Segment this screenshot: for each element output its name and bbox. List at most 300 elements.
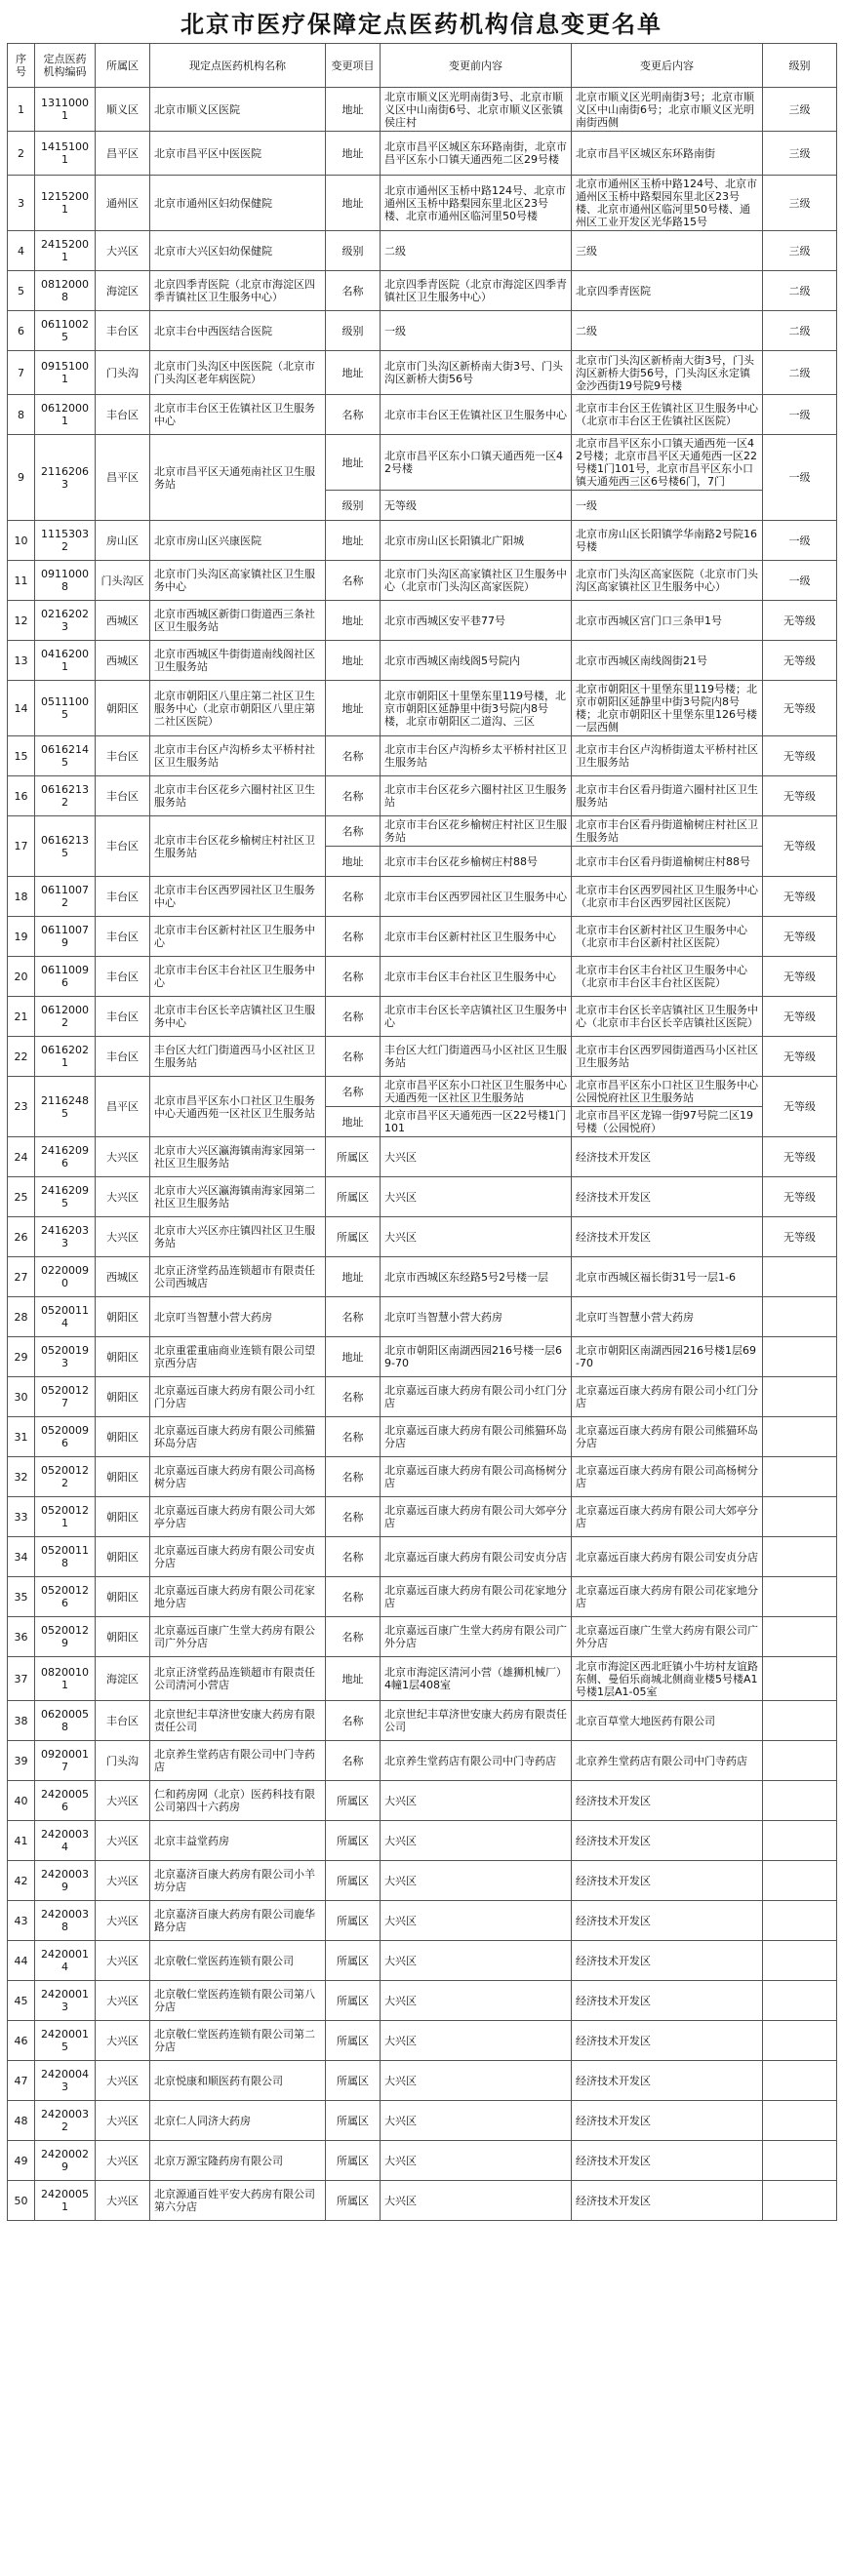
change-item: 所属区	[326, 1217, 381, 1257]
level: 三级	[763, 231, 837, 271]
content-after: 北京市丰台区西罗园社区卫生服务中心（北京市丰台区西罗园社区医院）	[572, 877, 763, 917]
content-after: 北京市海淀区西北旺镇小牛坊村友谊路东侧、曼佰乐商城北侧商业楼5号楼A1号楼1层A1-05室	[572, 1657, 763, 1701]
content-before: 大兴区	[381, 2101, 572, 2141]
level	[763, 1457, 837, 1497]
institution-code: 05200127	[35, 1377, 96, 1417]
district: 丰台区	[96, 877, 150, 917]
district: 西城区	[96, 601, 150, 641]
table-row	[8, 1861, 837, 1901]
institution-name: 北京四季青医院（北京市海淀区四季青镇社区卫生服务中心）	[150, 271, 326, 311]
institution-name: 北京嘉远百康大药房有限公司安贞分店	[150, 1537, 326, 1577]
change-item: 所属区	[326, 1137, 381, 1177]
district: 门头沟	[96, 351, 150, 395]
content-before: 北京市西城区东经路5号2号楼一层	[381, 1257, 572, 1297]
table-row	[8, 231, 837, 271]
institution-name: 北京敬仁堂医药连锁有限公司第二分店	[150, 2021, 326, 2061]
institution-name: 北京嘉远百康大药房有限公司小红门分店	[150, 1377, 326, 1417]
level: 一级	[763, 561, 837, 601]
content-after: 经济技术开发区	[572, 1821, 763, 1861]
change-item: 名称	[326, 997, 381, 1037]
change-item: 名称	[326, 1617, 381, 1657]
row-number: 39	[8, 1741, 35, 1781]
district: 门头沟区	[96, 561, 150, 601]
level	[763, 1617, 837, 1657]
row-number: 24	[8, 1137, 35, 1177]
institution-code: 12152001	[35, 176, 96, 231]
content-before: 北京市丰台区丰台社区卫生服务中心	[381, 957, 572, 997]
content-after: 北京市西城区南线阁街21号	[572, 641, 763, 681]
institution-name: 北京市丰台区王佐镇社区卫生服务中心	[150, 395, 326, 435]
institution-name: 北京嘉远百康大药房有限公司高杨树分店	[150, 1457, 326, 1497]
level	[763, 1981, 837, 2021]
district: 大兴区	[96, 2141, 150, 2181]
district: 昌平区	[96, 435, 150, 521]
level: 无等级	[763, 957, 837, 997]
row-number: 44	[8, 1941, 35, 1981]
table-row	[8, 435, 837, 491]
content-after: 经济技术开发区	[572, 1217, 763, 1257]
content-after: 北京市丰台区西罗园街道西马小区社区卫生服务站	[572, 1037, 763, 1077]
content-before: 北京市丰台区卢沟桥乡太平桥村社区卫生服务站	[381, 736, 572, 776]
institution-code: 06162021	[35, 1037, 96, 1077]
content-after: 经济技术开发区	[572, 1981, 763, 2021]
district: 丰台区	[96, 917, 150, 957]
institution-name: 北京市丰台区新村社区卫生服务中心	[150, 917, 326, 957]
level: 无等级	[763, 917, 837, 957]
row-number: 42	[8, 1861, 35, 1901]
content-after: 北京嘉远百康大药房有限公司熊猫环岛分店	[572, 1417, 763, 1457]
content-after: 北京市丰台区卢沟桥街道太平桥村社区卫生服务站	[572, 736, 763, 776]
table-header-row	[8, 44, 837, 88]
change-item: 名称	[326, 1297, 381, 1337]
content-after: 北京市朝阳区十里堡东里119号楼；北京市朝阳区延静里中街3号院内8号楼；北京市朝阳区十里堡东里126号楼一层西侧	[572, 681, 763, 736]
content-before: 北京市丰台区花乡榆树庄村88号	[381, 847, 572, 877]
level: 无等级	[763, 1077, 837, 1137]
change-item: 所属区	[326, 1821, 381, 1861]
content-before: 无等级	[381, 491, 572, 521]
institution-code: 24162096	[35, 1137, 96, 1177]
row-number: 48	[8, 2101, 35, 2141]
row-number: 38	[8, 1701, 35, 1741]
content-after: 经济技术开发区	[572, 2101, 763, 2141]
table-row	[8, 1417, 837, 1457]
table-row	[8, 1901, 837, 1941]
institution-name: 北京仁人同济大药房	[150, 2101, 326, 2141]
row-number: 10	[8, 521, 35, 561]
content-before: 北京嘉远百康大药房有限公司熊猫环岛分店	[381, 1417, 572, 1457]
institution-name: 北京市通州区妇幼保健院	[150, 176, 326, 231]
institution-code: 05200114	[35, 1297, 96, 1337]
change-table	[7, 43, 837, 2221]
change-item: 所属区	[326, 1901, 381, 1941]
header-after: 变更后内容	[572, 44, 763, 88]
header-name: 现定点医药机构名称	[150, 44, 326, 88]
institution-code: 05200122	[35, 1457, 96, 1497]
level: 无等级	[763, 816, 837, 877]
content-after: 经济技术开发区	[572, 2021, 763, 2061]
district: 通州区	[96, 176, 150, 231]
district: 大兴区	[96, 1941, 150, 1981]
institution-name: 北京嘉远百康大药房有限公司熊猫环岛分店	[150, 1417, 326, 1457]
table-row	[8, 1337, 837, 1377]
change-item: 级别	[326, 231, 381, 271]
district: 丰台区	[96, 395, 150, 435]
content-before: 北京市朝阳区南湖西园216号楼一层69-70	[381, 1337, 572, 1377]
institution-name: 北京市丰台区花乡榆树庄村社区卫生服务站	[150, 816, 326, 877]
district: 朝阳区	[96, 1377, 150, 1417]
row-number: 22	[8, 1037, 35, 1077]
level	[763, 1941, 837, 1981]
institution-code: 24162033	[35, 1217, 96, 1257]
content-before: 北京市丰台区长辛店镇社区卫生服务中心	[381, 997, 572, 1037]
table-row	[8, 2141, 837, 2181]
content-before: 北京市丰台区花乡榆树庄村社区卫生服务站	[381, 816, 572, 847]
change-item: 所属区	[326, 2141, 381, 2181]
institution-code: 05200126	[35, 1577, 96, 1617]
content-before: 北京市昌平区东小口社区卫生服务中心天通西苑一区社区卫生服务站	[381, 1077, 572, 1107]
institution-name: 北京正济堂药品连锁超市有限责任公司清河小营店	[150, 1657, 326, 1701]
district: 大兴区	[96, 2061, 150, 2101]
level: 无等级	[763, 1137, 837, 1177]
table-row	[8, 176, 837, 231]
row-number: 45	[8, 1981, 35, 2021]
content-after: 北京市丰台区看丹街道六圈村社区卫生服务站	[572, 776, 763, 816]
institution-name: 北京市丰台区西罗园社区卫生服务中心	[150, 877, 326, 917]
content-before: 北京市顺义区光明南街3号、北京市顺义区中山南街6号、北京市顺义区张镇侯庄村	[381, 88, 572, 132]
level: 二级	[763, 271, 837, 311]
row-number: 16	[8, 776, 35, 816]
content-after: 北京嘉远百康大药房有限公司花家地分店	[572, 1577, 763, 1617]
header-code: 定点医药机构编码	[35, 44, 96, 88]
table-row	[8, 2181, 837, 2221]
institution-name: 北京市丰台区花乡六圈村社区卫生服务站	[150, 776, 326, 816]
row-number: 23	[8, 1077, 35, 1137]
district: 门头沟	[96, 1741, 150, 1781]
district: 大兴区	[96, 1861, 150, 1901]
level	[763, 1821, 837, 1861]
district: 丰台区	[96, 957, 150, 997]
district: 丰台区	[96, 776, 150, 816]
institution-code: 06120002	[35, 997, 96, 1037]
institution-code: 24200043	[35, 2061, 96, 2101]
content-after: 北京市门头沟区新桥南大街3号，门头沟区新桥大街56号，门头沟区永定镇金沙西街19号院9号楼	[572, 351, 763, 395]
row-number: 6	[8, 311, 35, 351]
table-row	[8, 1617, 837, 1657]
content-after: 一级	[572, 491, 763, 521]
row-number: 49	[8, 2141, 35, 2181]
content-after: 经济技术开发区	[572, 1941, 763, 1981]
level: 二级	[763, 311, 837, 351]
table-row	[8, 1457, 837, 1497]
level	[763, 1497, 837, 1537]
row-number: 33	[8, 1497, 35, 1537]
table-row	[8, 1821, 837, 1861]
level: 一级	[763, 435, 837, 521]
table-row	[8, 1257, 837, 1297]
row-number: 47	[8, 2061, 35, 2101]
change-item: 所属区	[326, 2021, 381, 2061]
level	[763, 1577, 837, 1617]
content-after: 北京市门头沟区高家医院（北京市门头沟区高家镇社区卫生服务中心）	[572, 561, 763, 601]
institution-name: 北京重霍重庙商业连锁有限公司望京西分店	[150, 1337, 326, 1377]
change-item: 名称	[326, 271, 381, 311]
row-number: 34	[8, 1537, 35, 1577]
row-number: 43	[8, 1901, 35, 1941]
change-item: 名称	[326, 957, 381, 997]
institution-name: 北京悦康和顺医药有限公司	[150, 2061, 326, 2101]
institution-code: 21162063	[35, 435, 96, 521]
row-number: 25	[8, 1177, 35, 1217]
content-before: 北京养生堂药店有限公司中门寺药店	[381, 1741, 572, 1781]
table-row	[8, 1077, 837, 1107]
table-row	[8, 641, 837, 681]
table-row	[8, 561, 837, 601]
institution-name: 北京丰台中西医结合医院	[150, 311, 326, 351]
institution-name: 北京养生堂药店有限公司中门寺药店	[150, 1741, 326, 1781]
change-item: 名称	[326, 1037, 381, 1077]
content-before: 大兴区	[381, 1861, 572, 1901]
change-item: 地址	[326, 435, 381, 491]
change-item: 地址	[326, 681, 381, 736]
content-after: 北京市昌平区东小口镇天通西苑一区42号楼；北京市昌平区天通苑西一区22号楼1门101号，北京市昌平区东小口镇天通苑西三区6号楼6门，7门	[572, 435, 763, 491]
district: 昌平区	[96, 1077, 150, 1137]
change-item: 名称	[326, 1417, 381, 1457]
institution-name: 北京市大兴区妇幼保健院	[150, 231, 326, 271]
row-number: 40	[8, 1781, 35, 1821]
district: 大兴区	[96, 231, 150, 271]
content-before: 大兴区	[381, 1781, 572, 1821]
institution-code: 09200017	[35, 1741, 96, 1781]
row-number: 19	[8, 917, 35, 957]
change-item: 名称	[326, 395, 381, 435]
level: 三级	[763, 176, 837, 231]
row-number: 14	[8, 681, 35, 736]
content-before: 北京市海淀区清河小营（雄狮机械厂）4幢1层408室	[381, 1657, 572, 1701]
row-number: 3	[8, 176, 35, 231]
level	[763, 1377, 837, 1417]
institution-name: 北京市西城区牛街街道南线阁社区卫生服务站	[150, 641, 326, 681]
row-number: 46	[8, 2021, 35, 2061]
institution-code: 14151001	[35, 132, 96, 176]
change-item: 地址	[326, 176, 381, 231]
content-before: 北京市朝阳区十里堡东里119号楼，北京市朝阳区延静里中街3号院内8号楼，北京市朝阳区二道沟、三区	[381, 681, 572, 736]
content-after: 北京市丰台区丰台社区卫生服务中心（北京市丰台区丰台社区医院）	[572, 957, 763, 997]
institution-code: 06110025	[35, 311, 96, 351]
institution-name: 北京万源宝隆药房有限公司	[150, 2141, 326, 2181]
change-item: 名称	[326, 917, 381, 957]
institution-code: 05200118	[35, 1537, 96, 1577]
change-item: 名称	[326, 561, 381, 601]
level	[763, 1417, 837, 1457]
row-number: 1	[8, 88, 35, 132]
row-number: 26	[8, 1217, 35, 1257]
change-item: 名称	[326, 736, 381, 776]
institution-name: 北京市顺义区医院	[150, 88, 326, 132]
document-title: 北京市医疗保障定点医药机构信息变更名单	[181, 10, 662, 38]
content-before: 北京市丰台区花乡六圈村社区卫生服务站	[381, 776, 572, 816]
table-row	[8, 1497, 837, 1537]
change-item: 名称	[326, 1577, 381, 1617]
institution-code: 24200034	[35, 1821, 96, 1861]
institution-code: 06110072	[35, 877, 96, 917]
institution-name: 北京丰益堂药房	[150, 1821, 326, 1861]
institution-code: 05200129	[35, 1617, 96, 1657]
change-item: 所属区	[326, 1177, 381, 1217]
row-number: 29	[8, 1337, 35, 1377]
district: 大兴区	[96, 2021, 150, 2061]
content-before: 北京市昌平区城区东环路南街，北京市昌平区东小口镇天通西苑二区29号楼	[381, 132, 572, 176]
table-row	[8, 736, 837, 776]
change-item: 所属区	[326, 1941, 381, 1981]
change-item: 地址	[326, 88, 381, 132]
district: 大兴区	[96, 1177, 150, 1217]
table-row	[8, 816, 837, 847]
institution-name: 北京嘉济百康大药房有限公司鹿华路分店	[150, 1901, 326, 1941]
district: 房山区	[96, 521, 150, 561]
content-after: 北京市西城区福长街31号一层1-6	[572, 1257, 763, 1297]
level	[763, 1861, 837, 1901]
district: 大兴区	[96, 1901, 150, 1941]
change-item: 名称	[326, 1497, 381, 1537]
change-item: 地址	[326, 601, 381, 641]
table-row	[8, 1981, 837, 2021]
content-after: 北京市昌平区龙锦一街97号院二区19号楼（公园悦府）	[572, 1107, 763, 1137]
table-row	[8, 917, 837, 957]
content-after: 北京市昌平区城区东环路南街	[572, 132, 763, 176]
content-before: 北京市丰台区王佐镇社区卫生服务中心	[381, 395, 572, 435]
institution-name: 北京正济堂药品连锁超市有限责任公司西城店	[150, 1257, 326, 1297]
district: 西城区	[96, 1257, 150, 1297]
institution-code: 13110001	[35, 88, 96, 132]
district: 朝阳区	[96, 1417, 150, 1457]
content-after: 经济技术开发区	[572, 2061, 763, 2101]
change-item: 名称	[326, 816, 381, 847]
table-row	[8, 351, 837, 395]
level	[763, 1657, 837, 1701]
content-before: 大兴区	[381, 2061, 572, 2101]
table-row	[8, 681, 837, 736]
table-row	[8, 1741, 837, 1781]
district: 大兴区	[96, 1137, 150, 1177]
table-row	[8, 2101, 837, 2141]
row-number: 20	[8, 957, 35, 997]
institution-code: 02162023	[35, 601, 96, 641]
institution-code: 24200039	[35, 1861, 96, 1901]
row-number: 28	[8, 1297, 35, 1337]
table-row	[8, 1377, 837, 1417]
institution-name: 北京市昌平区中医医院	[150, 132, 326, 176]
table-row	[8, 1941, 837, 1981]
content-after: 北京市房山区长阳镇学华南路2号院16号楼	[572, 521, 763, 561]
table-row	[8, 2061, 837, 2101]
institution-code: 11153032	[35, 521, 96, 561]
institution-code: 24200051	[35, 2181, 96, 2221]
district: 丰台区	[96, 997, 150, 1037]
table-row	[8, 1177, 837, 1217]
content-after: 北京百草堂大地医药有限公司	[572, 1701, 763, 1741]
content-before: 一级	[381, 311, 572, 351]
district: 大兴区	[96, 2101, 150, 2141]
table-row	[8, 395, 837, 435]
content-before: 大兴区	[381, 2181, 572, 2221]
content-before: 北京市房山区长阳镇北广阳城	[381, 521, 572, 561]
content-before: 北京嘉远百康大药房有限公司小红门分店	[381, 1377, 572, 1417]
change-item: 名称	[326, 1457, 381, 1497]
table-row	[8, 1217, 837, 1257]
table-row	[8, 271, 837, 311]
institution-code: 24200013	[35, 1981, 96, 2021]
row-number: 17	[8, 816, 35, 877]
level: 无等级	[763, 1037, 837, 1077]
content-before: 北京市丰台区新村社区卫生服务中心	[381, 917, 572, 957]
content-before: 北京市门头沟区新桥南大街3号、门头沟区新桥大街56号	[381, 351, 572, 395]
content-after: 北京嘉远百康大药房有限公司高杨树分店	[572, 1457, 763, 1497]
header-district: 所属区	[96, 44, 150, 88]
row-number: 41	[8, 1821, 35, 1861]
institution-code: 08120008	[35, 271, 96, 311]
content-before: 大兴区	[381, 2141, 572, 2181]
institution-name: 北京叮当智慧小营大药房	[150, 1297, 326, 1337]
table-row	[8, 957, 837, 997]
table-row	[8, 132, 837, 176]
institution-code: 24200056	[35, 1781, 96, 1821]
institution-code: 04162001	[35, 641, 96, 681]
institution-name: 北京世纪丰草济世安康大药房有限责任公司	[150, 1701, 326, 1741]
level: 无等级	[763, 736, 837, 776]
institution-name: 北京市朝阳区八里庄第二社区卫生服务中心（北京市朝阳区八里庄第二社区医院）	[150, 681, 326, 736]
table-row	[8, 1701, 837, 1741]
content-before: 二级	[381, 231, 572, 271]
institution-name: 北京市丰台区卢沟桥乡太平桥村社区卫生服务站	[150, 736, 326, 776]
content-after: 北京市丰台区长辛店镇社区卫生服务中心（北京市丰台区长辛店镇社区医院）	[572, 997, 763, 1037]
content-after: 经济技术开发区	[572, 1901, 763, 1941]
row-number: 7	[8, 351, 35, 395]
content-after: 北京市顺义区光明南街3号；北京市顺义区中山南街6号；北京市顺义区光明南街西侧	[572, 88, 763, 132]
content-before: 北京嘉远百康大药房有限公司花家地分店	[381, 1577, 572, 1617]
table-row	[8, 88, 837, 132]
institution-name: 北京敬仁堂医药连锁有限公司第八分店	[150, 1981, 326, 2021]
content-after: 北京市丰台区王佐镇社区卫生服务中心（北京市丰台区王佐镇社区医院）	[572, 395, 763, 435]
change-item: 名称	[326, 1077, 381, 1107]
institution-name: 北京市大兴区瀛海镇南海家园第一社区卫生服务站	[150, 1137, 326, 1177]
level	[763, 2061, 837, 2101]
institution-code: 24200032	[35, 2101, 96, 2141]
content-before: 北京世纪丰草济世安康大药房有限责任公司	[381, 1701, 572, 1741]
district: 丰台区	[96, 736, 150, 776]
institution-code: 24200038	[35, 1901, 96, 1941]
district: 大兴区	[96, 1821, 150, 1861]
row-number: 5	[8, 271, 35, 311]
change-item: 地址	[326, 1257, 381, 1297]
district: 大兴区	[96, 1217, 150, 1257]
change-item: 地址	[326, 351, 381, 395]
table-row	[8, 877, 837, 917]
row-number: 31	[8, 1417, 35, 1457]
content-after: 经济技术开发区	[572, 2181, 763, 2221]
content-before: 北京市昌平区天通苑西一区22号楼1门101	[381, 1107, 572, 1137]
level: 无等级	[763, 601, 837, 641]
content-before: 北京市西城区安平巷77号	[381, 601, 572, 641]
content-after: 经济技术开发区	[572, 1861, 763, 1901]
change-item: 地址	[326, 1337, 381, 1377]
change-item: 地址	[326, 641, 381, 681]
institution-name: 北京市昌平区东小口社区卫生服务中心天通西苑一区社区卫生服务站	[150, 1077, 326, 1137]
district: 海淀区	[96, 1657, 150, 1701]
content-after: 北京市丰台区看丹街道榆树庄村88号	[572, 847, 763, 877]
institution-name: 北京市丰台区长辛店镇社区卫生服务中心	[150, 997, 326, 1037]
level	[763, 1257, 837, 1297]
row-number: 11	[8, 561, 35, 601]
